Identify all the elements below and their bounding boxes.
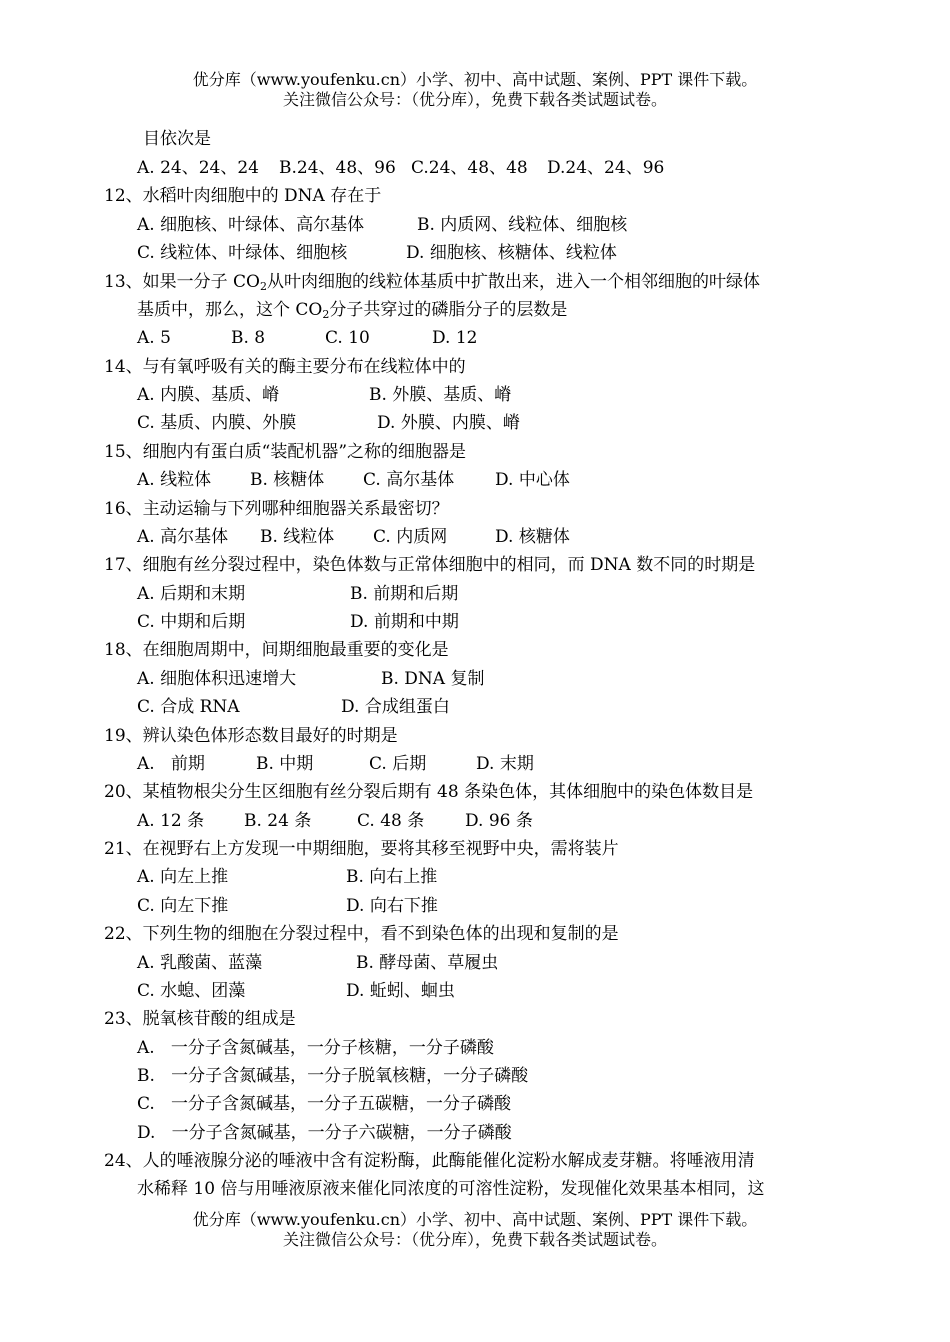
q24-stem-line1: 24、人的唾液腺分泌的唾液中含有淀粉酶，此酶能催化淀粉水解成麦芽糖。将唾液用清 [104, 1151, 755, 1171]
q11-option-c: C.24、48、48 [411, 158, 528, 178]
q14-options-row2 [0, 409, 950, 437]
q12-option-c: C. 线粒体、叶绿体、细胞核 [137, 243, 348, 263]
q19-option-d: D. 末期 [476, 754, 534, 774]
q13-option-d: D. 12 [432, 328, 478, 348]
header-line-2: 关注微信公众号：（优分库），免费下载各类试题试卷。 [282, 90, 667, 109]
q21-options-row1 [0, 863, 950, 891]
q22-option-c: C. 水螅、团藻 [137, 981, 246, 1001]
q18-option-c: C. 合成 RNA [137, 697, 240, 717]
q13-stem-line2 [137, 296, 567, 324]
q14-option-b: B. 外膜、基质、嵴 [369, 385, 512, 405]
q23-option-d: D. 一分子含氮碱基，一分子六碳糖，一分子磷酸 [137, 1123, 512, 1143]
q13-stem2-pre: 基质中，那么，这个 CO [137, 300, 323, 320]
q21-options-row2 [0, 892, 950, 920]
q12-option-a: A. 细胞核、叶绿体、高尔基体 [137, 215, 365, 235]
q11-option-d: D.24、24、96 [547, 158, 665, 178]
q17-options-row2 [0, 608, 950, 636]
q23-option-a: A. 一分子含氮碱基，一分子核糖，一分子磷酸 [137, 1038, 494, 1058]
q17-option-c: C. 中期和后期 [137, 612, 246, 632]
q19-stem: 19、辨认染色体形态数目最好的时期是 [104, 726, 398, 746]
q14-option-c: C. 基质、内膜、外膜 [137, 413, 297, 433]
q19-option-c: C. 后期 [369, 754, 427, 774]
q16-stem: 16、主动运输与下列哪种细胞器关系最密切？ [104, 499, 449, 519]
q22-option-d: D. 蚯蚓、蛔虫 [346, 981, 455, 1001]
q17-option-a: A. 后期和末期 [137, 584, 246, 604]
q18-stem: 18、在细胞周期中，间期细胞最重要的变化是 [104, 640, 449, 660]
q13-subscript-2: 2 [322, 308, 330, 321]
q23-option-b: B. 一分子含氮碱基，一分子脱氧核糖，一分子磷酸 [137, 1066, 529, 1086]
q15-option-d: D. 中心体 [495, 470, 570, 490]
q15-options [0, 466, 950, 494]
q19-option-a: A. 前期 [137, 754, 205, 774]
q17-options-row1 [0, 580, 950, 608]
page-footer [0, 1210, 950, 1250]
q16-option-d: D. 核糖体 [495, 527, 570, 547]
q11-options [0, 154, 950, 182]
q13-stem-line1 [104, 268, 760, 296]
q20-option-a: A. 12 条 [137, 811, 205, 831]
q18-option-a: A. 细胞体积迅速增大 [137, 669, 297, 689]
q12-option-b: B. 内质网、线粒体、细胞核 [417, 215, 628, 235]
q21-option-a: A. 向左上推 [137, 867, 229, 887]
q23-stem: 23、脱氧核苷酸的组成是 [104, 1009, 296, 1029]
q11-option-a: A. 24、24、24 [137, 158, 259, 178]
q16-option-c: C. 内质网 [373, 527, 448, 547]
q22-option-a: A. 乳酸菌、蓝藻 [137, 953, 263, 973]
q12-stem: 12、水稻叶肉细胞中的 DNA 存在于 [104, 186, 382, 206]
q15-option-c: C. 高尔基体 [363, 470, 455, 490]
q18-options-row2 [0, 693, 950, 721]
q15-stem: 15、细胞内有蛋白质“装配机器”之称的细胞器是 [104, 442, 467, 462]
q14-options-row1 [0, 381, 950, 409]
q21-option-c: C. 向左下推 [137, 896, 229, 916]
q24-stem-line2: 水稀释 10 倍与用唾液原液来催化同浓度的可溶性淀粉，发现催化效果基本相同，这 [137, 1179, 765, 1199]
q14-option-d: D. 外膜、内膜、嵴 [377, 413, 520, 433]
q13-stem1-pre: 13、如果一分子 CO [104, 272, 260, 292]
q22-option-b: B. 酵母菌、草履虫 [356, 953, 499, 973]
q17-option-b: B. 前期和后期 [350, 584, 459, 604]
q20-option-c: C. 48 条 [357, 811, 425, 831]
q18-option-b: B. DNA 复制 [381, 669, 485, 689]
footer-line-1: 优分库（www.youfenku.cn）小学、初中、高中试题、案例、PPT 课件下载。 [192, 1210, 758, 1229]
q12-option-d: D. 细胞核、核糖体、线粒体 [406, 243, 617, 263]
page-header [0, 70, 950, 110]
q18-options-row1 [0, 665, 950, 693]
header-line-1: 优分库（www.youfenku.cn）小学、初中、高中试题、案例、PPT 课件下载。 [192, 70, 758, 89]
q13-option-b: B. 8 [231, 328, 266, 348]
q19-options [0, 750, 950, 778]
q16-option-a: A. 高尔基体 [137, 527, 229, 547]
q21-option-b: B. 向右上推 [346, 867, 438, 887]
q14-option-a: A. 内膜、基质、嵴 [137, 385, 280, 405]
q20-option-b: B. 24 条 [244, 811, 312, 831]
q22-options-row2 [0, 977, 950, 1005]
q15-option-a: A. 线粒体 [137, 470, 212, 490]
q12-options-row2 [0, 239, 950, 267]
q13-subscript-1: 2 [259, 280, 267, 293]
q22-options-row1 [0, 949, 950, 977]
q13-option-a: A. 5 [137, 328, 171, 348]
q16-option-b: B. 线粒体 [260, 527, 335, 547]
q21-stem: 21、在视野右上方发现一中期细胞，要将其移至视野中央，需将装片 [104, 839, 619, 859]
q17-stem: 17、细胞有丝分裂过程中，染色体数与正常体细胞中的相同，而 DNA 数不同的时期是 [104, 555, 756, 575]
q13-options [0, 324, 950, 352]
q15-option-b: B. 核糖体 [250, 470, 325, 490]
q11-option-b: B.24、48、96 [279, 158, 396, 178]
q20-stem: 20、某植物根尖分生区细胞有丝分裂后期有 48 条染色体，其体细胞中的染色体数目是 [104, 782, 754, 802]
q22-stem: 22、下列生物的细胞在分裂过程中，看不到染色体的出现和复制的是 [104, 924, 619, 944]
q13-option-c: C. 10 [325, 328, 370, 348]
q16-options [0, 523, 950, 551]
q12-options-row1 [0, 211, 950, 239]
q20-option-d: D. 96 条 [465, 811, 533, 831]
q21-option-d: D. 向右下推 [346, 896, 438, 916]
q13-stem2-post: 分子共穿过的磷脂分子的层数是 [329, 300, 568, 320]
q17-option-d: D. 前期和中期 [350, 612, 459, 632]
q20-options [0, 807, 950, 835]
q14-stem: 14、与有氧呼吸有关的酶主要分布在线粒体中的 [104, 357, 466, 377]
q13-stem1-post: 从叶肉细胞的线粒体基质中扩散出来，进入一个相邻细胞的叶绿体 [266, 272, 760, 292]
q23-option-c: C. 一分子含氮碱基，一分子五碳糖，一分子磷酸 [137, 1094, 512, 1114]
q11-stem-continuation: 目依次是 [143, 129, 211, 149]
q19-option-b: B. 中期 [256, 754, 314, 774]
q18-option-d: D. 合成组蛋白 [341, 697, 450, 717]
footer-line-2: 关注微信公众号：（优分库），免费下载各类试题试卷。 [282, 1230, 667, 1249]
